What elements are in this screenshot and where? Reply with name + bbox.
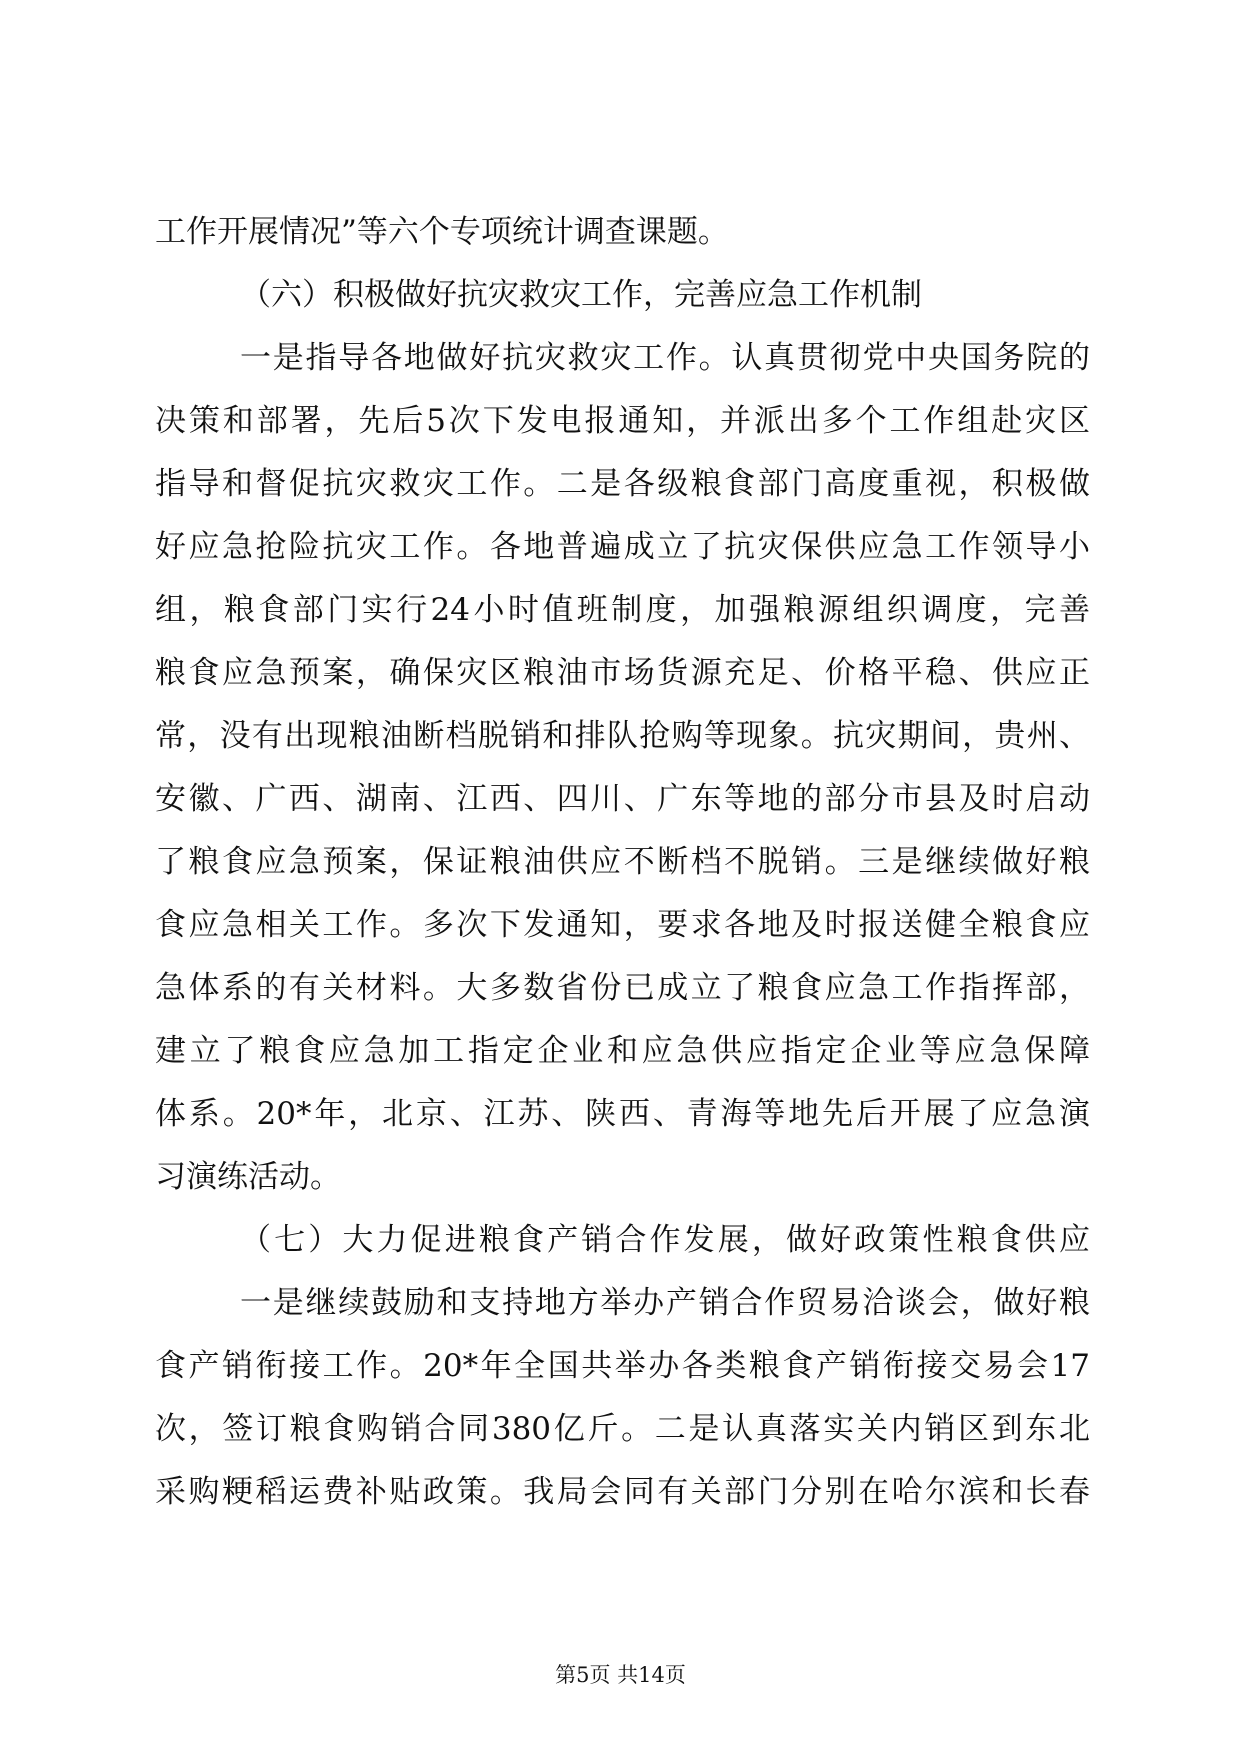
- section-heading-7: （七）大力促进粮食产销合作发展，做好政策性粮食供应: [240, 1222, 1090, 1258]
- paragraph-line: 常，没有出现粮油断档脱销和排队抢购等现象。抗灾期间，贵州、: [155, 718, 1090, 754]
- paragraph-line: 食产销衔接工作。20*年全国共举办各类粮食产销衔接交易会17: [155, 1348, 1090, 1384]
- page-footer: 第5页 共14页: [555, 1663, 686, 1687]
- paragraph-line: 体系。20*年，北京、江苏、陕西、青海等地先后开展了应急演: [155, 1096, 1090, 1132]
- paragraph-line: 好应急抢险抗灾工作。各地普遍成立了抗灾保供应急工作领导小: [155, 529, 1090, 565]
- paragraph-line: 指导和督促抗灾救灾工作。二是各级粮食部门高度重视，积极做: [155, 466, 1090, 502]
- paragraph-line: 粮食应急预案，确保灾区粮油市场货源充足、价格平稳、供应正: [155, 655, 1090, 691]
- paragraph-line: 一是指导各地做好抗灾救灾工作。认真贯彻党中央国务院的: [240, 340, 1090, 376]
- paragraph-line: 次，签订粮食购销合同380亿斤。二是认真落实关内销区到东北: [155, 1411, 1090, 1447]
- paragraph-line: 安徽、广西、湖南、江西、四川、广东等地的部分市县及时启动: [155, 781, 1090, 817]
- paragraph-line: 食应急相关工作。多次下发通知，要求各地及时报送健全粮食应: [155, 907, 1090, 943]
- paragraph-line: 组，粮食部门实行24小时值班制度，加强粮源组织调度，完善: [155, 592, 1090, 628]
- paragraph-line: 决策和部署，先后5次下发电报通知，并派出多个工作组赴灾区: [155, 403, 1090, 439]
- paragraph-line: 一是继续鼓励和支持地方举办产销合作贸易洽谈会，做好粮: [240, 1285, 1090, 1321]
- paragraph-line: 了粮食应急预案，保证粮油供应不断档不脱销。三是继续做好粮: [155, 844, 1090, 880]
- paragraph-line: 建立了粮食应急加工指定企业和应急供应指定企业等应急保障: [155, 1033, 1090, 1069]
- paragraph-line: 工作开展情况”等六个专项统计调查课题。: [155, 214, 729, 250]
- paragraph-line: 采购粳稻运费补贴政策。我局会同有关部门分别在哈尔滨和长春: [155, 1474, 1090, 1510]
- section-heading-6: （六）积极做好抗灾救灾工作，完善应急工作机制: [240, 277, 922, 313]
- paragraph-line: 习演练活动。: [155, 1159, 341, 1195]
- paragraph-line: 急体系的有关材料。大多数省份已成立了粮食应急工作指挥部，: [155, 970, 1090, 1006]
